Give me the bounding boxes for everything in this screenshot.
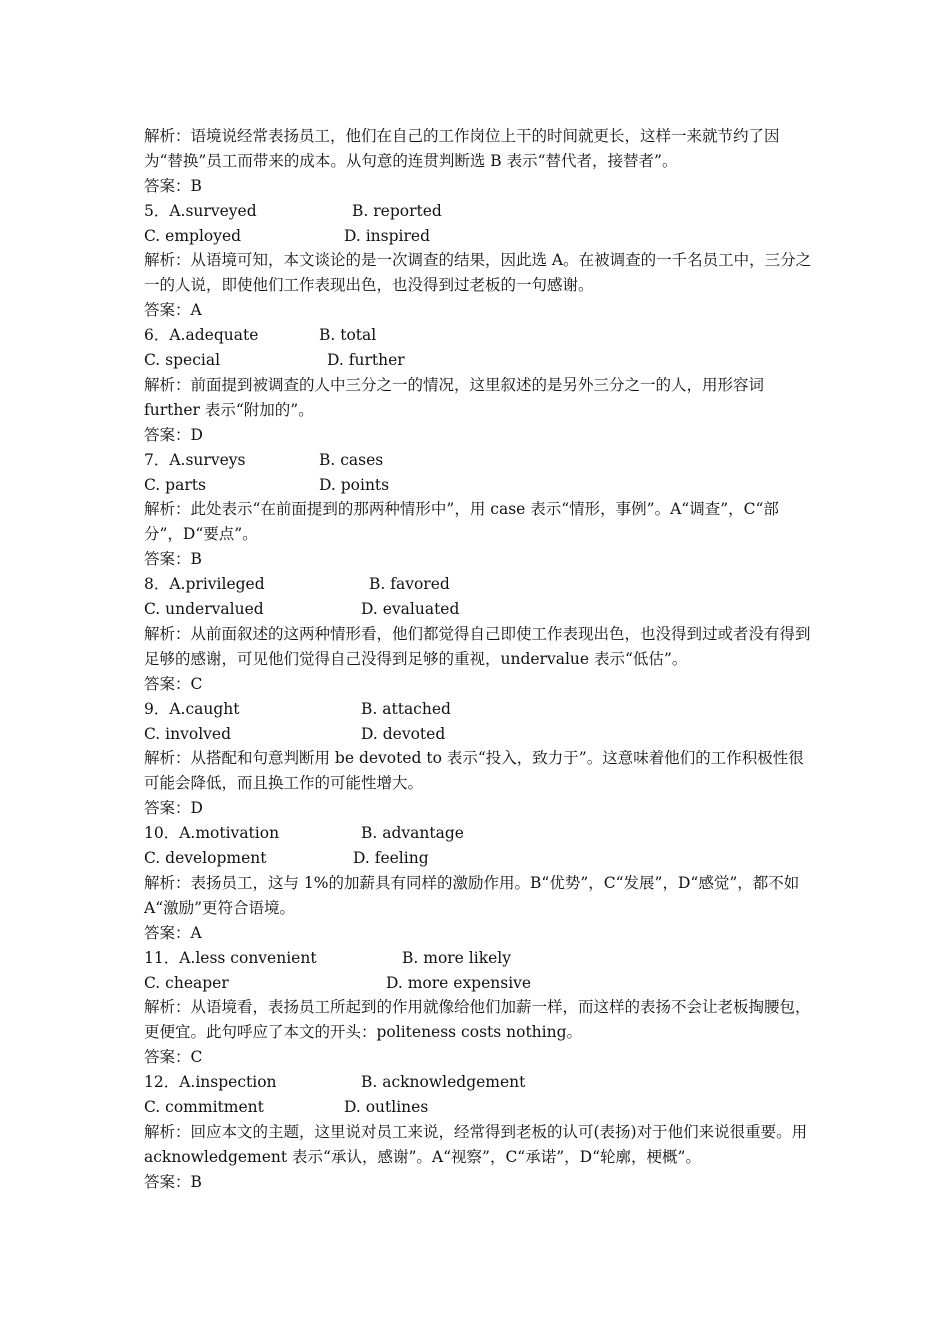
- option-d: D. points: [319, 475, 390, 494]
- option-d: D. outlines: [344, 1097, 429, 1116]
- option-d: D. evaluated: [361, 600, 460, 619]
- option-a: 10．A.motivation: [144, 824, 280, 843]
- option-d: D. devoted: [361, 724, 446, 743]
- answer-text: 答案：A: [144, 923, 202, 942]
- answer-text: 答案：B: [144, 1172, 202, 1191]
- option-a: 5．A.surveyed: [144, 201, 257, 220]
- answer-text: 答案：D: [144, 799, 203, 818]
- option-d: D. more expensive: [386, 973, 532, 992]
- options-row-cd: [144, 224, 814, 249]
- option-b: B. favored: [369, 575, 450, 594]
- analysis-text: 解析：回应本文的主题，这里说对员工来说，经常得到老板的认可(表扬)对于他们来说很重要。用 acknowledgement 表示“承认，感谢”。A“视察”，C“承诺”，D“轮廓，梗概”。: [144, 1122, 808, 1166]
- options-row-cd: [144, 597, 814, 622]
- analysis-text: 解析：从语境可知，本文谈论的是一次调查的结果，因此选 A。在被调查的一千名员工中，三分之一的人说，即使他们工作表现出色，也没得到过老板的一句感谢。: [144, 251, 812, 295]
- option-c: C. cheaper: [144, 973, 229, 992]
- option-c: C. involved: [144, 724, 231, 743]
- answer-text: 答案：C: [144, 1048, 203, 1067]
- option-b: B. advantage: [361, 824, 464, 843]
- options-row-ab: [144, 1070, 814, 1095]
- option-d: D. inspired: [344, 226, 431, 245]
- option-a: 12．A.inspection: [144, 1073, 277, 1092]
- analysis-text: 解析：从搭配和句意判断用 be devoted to 表示“投入，致力于”。这意味着他们的工作积极性很可能会降低，而且换工作的可能性增大。: [144, 749, 804, 793]
- analysis-text: 解析：表扬员工，这与 1%的加薪具有同样的激励作用。B“优势”，C“发展”，D“感觉”，都不如 A“激励”更符合语境。: [144, 873, 800, 917]
- options-row-ab: [144, 199, 814, 224]
- document-content: [144, 124, 814, 1195]
- option-a: 7．A.surveys: [144, 450, 246, 469]
- answer-text: 答案：C: [144, 674, 203, 693]
- option-b: B. cases: [319, 450, 384, 469]
- options-row-ab: [144, 572, 814, 597]
- options-row-cd: [144, 1095, 814, 1120]
- option-b: B. total: [319, 326, 377, 345]
- option-d: D. feeling: [353, 849, 429, 868]
- option-a: 8．A.privileged: [144, 575, 265, 594]
- option-c: C. special: [144, 351, 221, 370]
- option-b: B. attached: [361, 699, 451, 718]
- option-a: 11．A.less convenient: [144, 948, 317, 967]
- options-row-ab: [144, 946, 814, 971]
- options-row-cd: [144, 722, 814, 747]
- options-row-ab: [144, 697, 814, 722]
- option-c: C. employed: [144, 226, 242, 245]
- option-b: B. reported: [352, 201, 442, 220]
- options-row-cd: [144, 971, 814, 996]
- option-c: C. parts: [144, 475, 206, 494]
- options-row-cd: [144, 846, 814, 871]
- answer-text: 答案：B: [144, 176, 202, 195]
- analysis-text: 解析：语境说经常表扬员工，他们在自己的工作岗位上干的时间就更长，这样一来就节约了因为“替换”员工而带来的成本。从句意的连贯判断选 B 表示“替代者，接替者”。: [144, 127, 780, 170]
- options-row-cd: [144, 473, 814, 498]
- analysis-text: 解析：从语境看，表扬员工所起到的作用就像给他们加薪一样，而这样的表扬不会让老板掏腰包，更便宜。此句呼应了本文的开头：politeness costs nothing。: [144, 998, 811, 1042]
- analysis-text: 解析：此处表示“在前面提到的那两种情形中”，用 case 表示“情形，事例”。A“调查”，C“部分”，D“要点”。: [144, 500, 779, 544]
- analysis-text: 解析：从前面叙述的这两种情形看，他们都觉得自己即使工作表现出色，也没得到过或者没有得到足够的感谢，可见他们觉得自己没得到足够的重视，undervalue 表示“低估”。: [144, 624, 811, 668]
- option-a: 6．A.adequate: [144, 326, 259, 345]
- answer-text: 答案：D: [144, 425, 203, 444]
- options-row-cd: [144, 348, 814, 373]
- analysis-text: 解析：前面提到被调查的人中三分之一的情况，这里叙述的是另外三分之一的人，用形容词 further 表示“附加的”。: [144, 375, 765, 419]
- option-c: C. development: [144, 849, 267, 868]
- options-row-ab: [144, 821, 814, 846]
- answer-text: 答案：B: [144, 550, 202, 569]
- options-row-ab: [144, 448, 814, 473]
- option-b: B. acknowledgement: [361, 1073, 526, 1092]
- options-row-ab: [144, 323, 814, 348]
- option-d: D. further: [327, 351, 405, 370]
- option-c: C. commitment: [144, 1097, 264, 1116]
- option-c: C. undervalued: [144, 600, 264, 619]
- option-a: 9．A.caught: [144, 699, 240, 718]
- answer-text: 答案：A: [144, 301, 202, 320]
- option-b: B. more likely: [402, 948, 511, 967]
